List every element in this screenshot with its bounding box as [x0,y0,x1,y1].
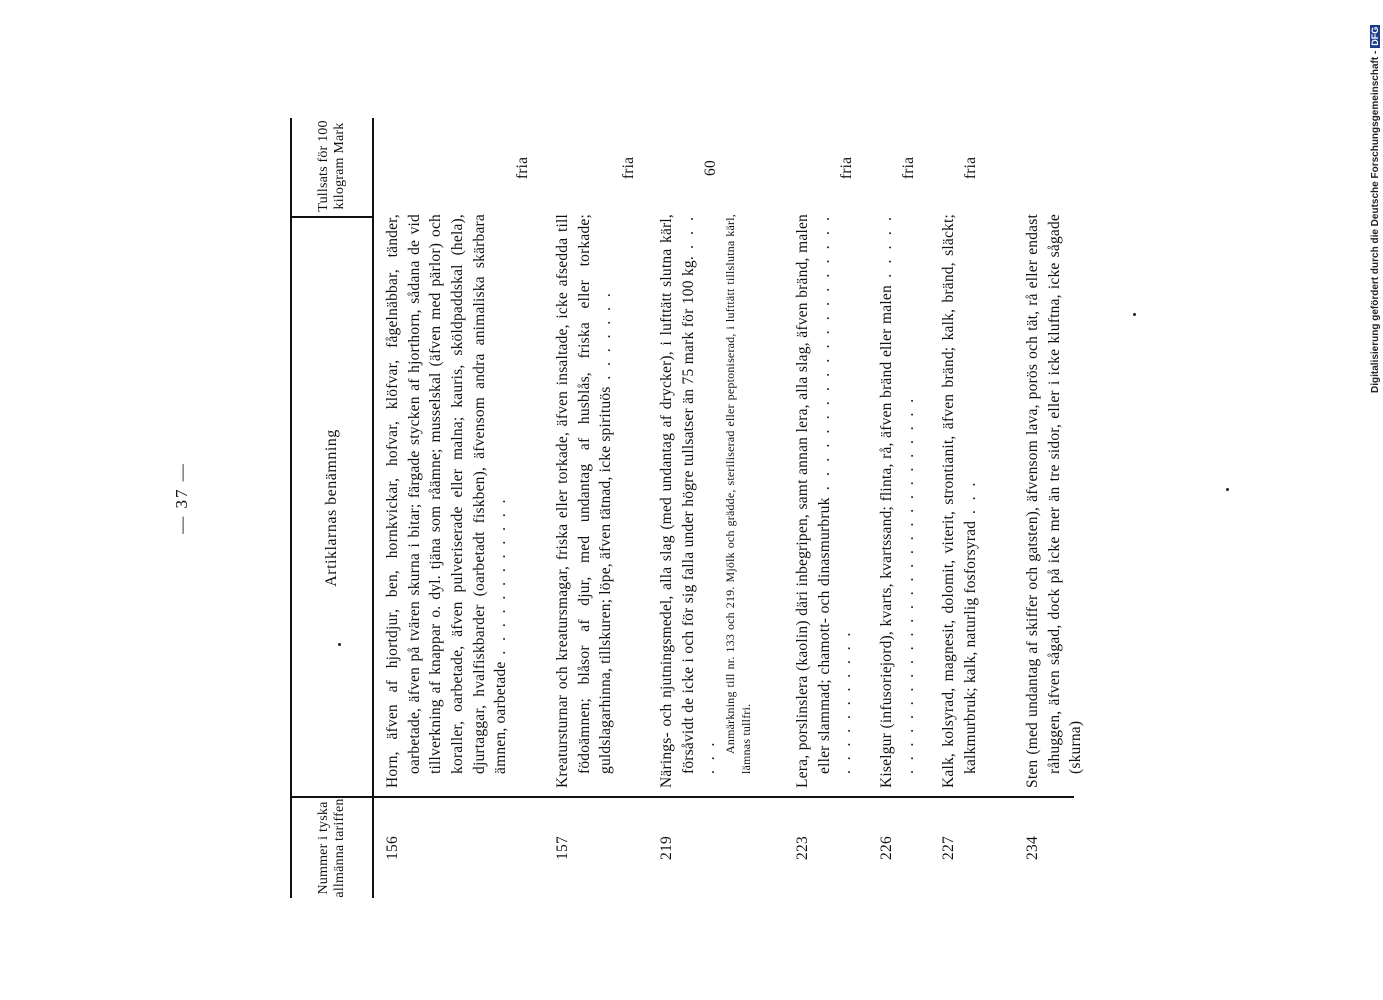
row-rate: fria [900,156,917,180]
scan-speck [338,643,341,646]
header-rate-column: Tullsats för 100 kilogram Mark [292,116,372,218]
scan-speck [1133,313,1136,316]
row-number: 234 [1024,836,1041,860]
dfg-logo: DFG [1370,26,1380,46]
row-rate: fria [514,156,531,180]
row-text: Horn, äfven af hjortdjur, ben, hornkvickar, hofvar, klöfvar, fågelnäbbar, tänder, oarbetade, äfven på tvären skurna i bitar; färgade stycken af hjorthorn, sådana de vid tillverkning af knappar o. dyl. tjäna som råämne; musselskal (äfven med pärlor) och koraller, oarbetade, äfven pulveriserade eller malna; kauris, sköldpaddskal (hela), djurtaggar, hvalfiskbarder (oarbetadt fiskben), äfvensom andra animaliska skärbara ämnen, oarbetade . . . . . . . . . . . . [384,214,510,788]
digitization-notice [1368,8,1382,393]
header-name-column: Artiklarnas benämning [322,429,340,587]
page-number: — 37 — [172,462,191,534]
digitization-text: Digitalisierung gefördert durch die Deutsche Forschungsgemeinschaft - [1370,50,1381,393]
table-header [290,118,374,898]
row-number: 156 [384,836,401,860]
row-number: 219 [658,836,675,860]
header-number-column: Nummer i tyska allmänna tariffen [292,796,372,898]
row-number: 223 [794,836,811,860]
row-rate: fria [838,156,855,180]
row-rate: fria [620,156,637,180]
row-note: Anmärkning till nr. 133 och 219. Mjölk och grädde, steriliserad eller peptoniserad, i lufttätt tillslutna kärl, lämnas tullfri. [723,214,753,774]
row-text: Lera, porslinslera (kaolin) däri inbegripen, samt annan lera, alla slag, äfven bränd, malen eller slammad; chamott- och dinasmurbruk . . . . . . . . . . . . . . . . . . . . . . . . . . . . . . . [794,214,855,788]
row-text: Närings- och njutningsmedel, alla slag (med undantag af drycker), i lufttätt slutna kärl, försåvidt de icke i och för sig falla under högre tullsatser än 75 mark för 100 kg. . . . . . . Anmärkning till nr. 133 och 219. Mjölk och grädde, steriliserad eller peptoniserad, i lufttätt tillslutna kärl, lämnas tullfri. [658,214,753,788]
row-number: 226 [878,836,895,860]
table-rules [374,118,1074,898]
document-page [172,118,1180,898]
row-text: Kreatursturnar och kreatursmagar, friska eller torkade, äfven insaltade, icke afsedda till födoämnen; blåsor af djur, med undantag af husblås, friska eller torkade; guldslagarhinna, tillskuren; löpe, äfven tätnad, icke spirituös . . . . . . . [554,214,615,788]
row-text: Sten (med undantag af skiffer och gatsten), äfvensom lava, porös och tät, rå eller endast råhuggen, äfven sågad, dock på icke mer än tre sidor, eller i icke kluftna, icke sågade (skurna) [1024,214,1085,788]
row-rate: 60 [702,160,719,176]
row-number: 227 [940,836,957,860]
row-number: 157 [554,836,571,860]
row-text: Kalk, kolsyrad, magnesit, dolomit, viterit, strontianit, äfven bränd; kalk, bränd, släckt; kalkmurbruk; kalk, naturlig fosforsyrad . . . [940,214,979,788]
row-text: Kiselgur (infusoriejord), kvarts, kvartssand; flinta, rå, äfven bränd eller malen . . . . . . . . . . . . . . . . . . . . . . . . . . . . . . . . . [878,214,917,788]
scan-speck [1226,488,1229,491]
row-rate: fria [962,156,979,180]
